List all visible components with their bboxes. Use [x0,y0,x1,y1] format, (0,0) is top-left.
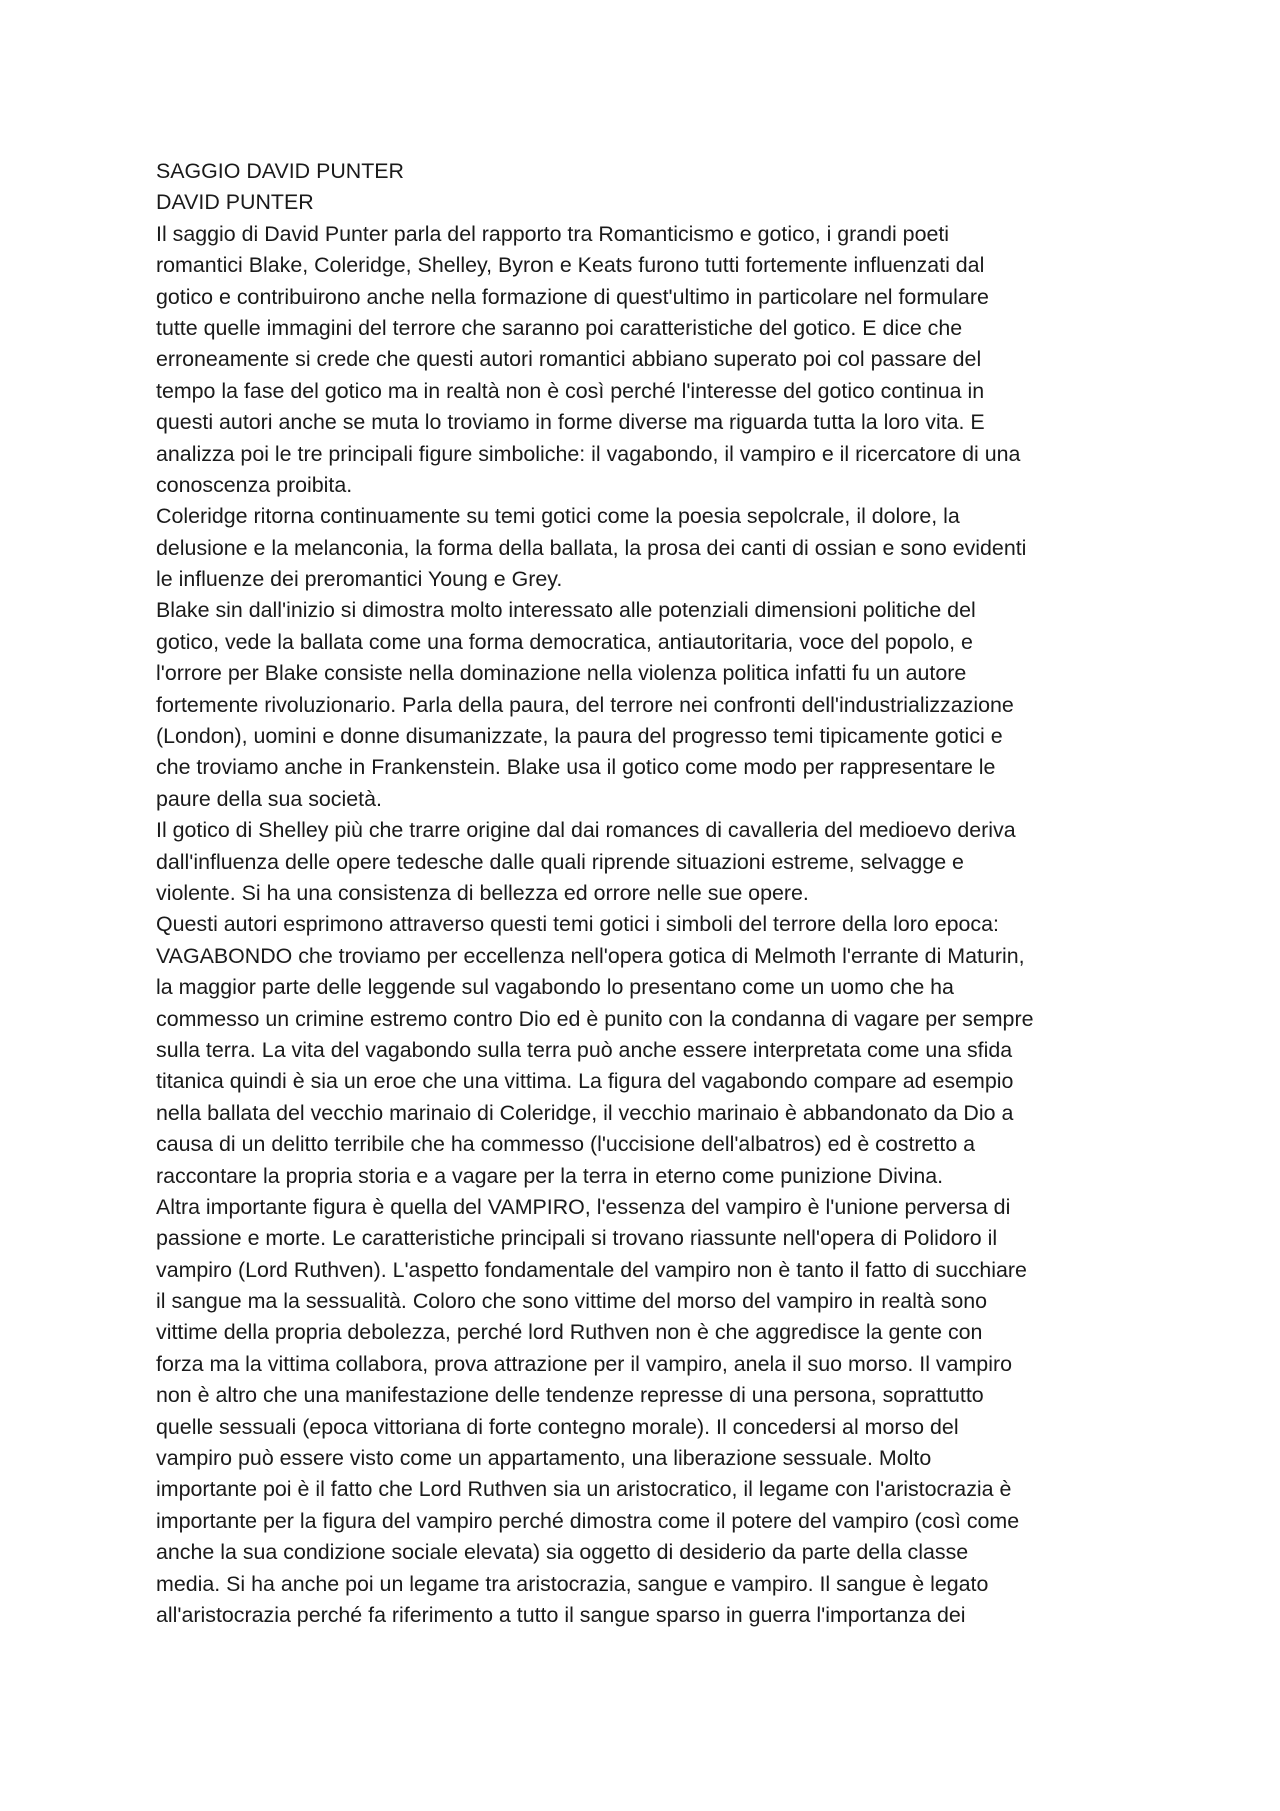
text-line: all'aristocrazia perché fa riferimento a tutto il sangue sparso in guerra l'importanza dei [156,1602,966,1627]
document-title: SAGGIO DAVID PUNTER [156,159,405,183]
text-line: quelle sessuali (epoca vittoriana di forte contegno morale). Il concedersi al morso del [156,1414,959,1439]
text-line: raccontare la propria storia e a vagare per la terra in eterno come punizione Divina. [156,1163,944,1188]
text-line: violente. Si ha una consistenza di bellezza ed orrore nelle sue opere. [156,880,809,905]
text-line: anche la sua condizione sociale elevata) sia oggetto di desiderio da parte della classe [156,1540,969,1565]
text-line: vampiro può essere visto come un appartamento, una liberazione sessuale. Molto [156,1446,932,1471]
text-line: la maggior parte delle leggende sul vagabondo lo presentano come un uomo che ha [156,975,954,1000]
text-line: le influenze dei preromantici Young e Grey. [156,567,563,592]
text-line: Coleridge ritorna continuamente su temi gotici come la poesia sepolcrale, il dolore, la [156,504,960,529]
text-line: VAGABONDO che troviamo per eccellenza nell'opera gotica di Melmoth l'errante di Maturin, [156,943,1025,968]
text-line: passione e morte. Le caratteristiche principali si trovano riassunte nell'opera di Polidoro il [156,1226,998,1251]
text-line: causa di un delitto terribile che ha commesso (l'uccisione dell'albatros) ed è costretto a [156,1132,976,1157]
text-line: gotico, vede la ballata come una forma democratica, antiautoritaria, voce del popolo, e [156,629,973,654]
text-line: romantici Blake, Coleridge, Shelley, Byron e Keats furono tutti fortemente influenzati dal [156,253,985,278]
text-line: forza ma la vittima collabora, prova attrazione per il vampiro, anela il suo morso. Il vampiro [156,1351,1012,1376]
text-line: tutte quelle immagini del terrore che saranno poi caratteristiche del gotico. E dice che [156,315,963,340]
text-line: conoscenza proibita. [156,472,353,497]
text-line: Il saggio di David Punter parla del rapporto tra Romanticismo e gotico, i grandi poeti [156,221,950,246]
text-line: commesso un crimine estremo contro Dio ed è punito con la condanna di vagare per sempre [156,1006,1034,1031]
document-subtitle: DAVID PUNTER [156,190,314,215]
text-line: vittime della propria debolezza, perché lord Ruthven non è che aggredisce la gente con [156,1320,983,1345]
text-line: fortemente rivoluzionario. Parla della paura, del terrore nei confronti dell'industrializzazione [156,692,1014,717]
text-line: nella ballata del vecchio marinaio di Coleridge, il vecchio marinaio è abbandonato da Dio a [156,1100,1014,1125]
text-line: Blake sin dall'inizio si dimostra molto interessato alle potenziali dimensioni politiche del [156,598,976,623]
text-line: paure della sua società. [156,786,382,811]
text-line: l'orrore per Blake consiste nella dominazione nella violenza politica infatti fu un autore [156,661,967,686]
text-line: vampiro (Lord Ruthven). L'aspetto fondamentale del vampiro non è tanto il fatto di succhiare [156,1257,1027,1282]
text-line: che troviamo anche in Frankenstein. Blake usa il gotico come modo per rappresentare le [156,755,996,780]
text-line: titanica quindi è sia un eroe che una vittima. La figura del vagabondo compare ad esempio [156,1069,1014,1094]
text-line: media. Si ha anche poi un legame tra aristocrazia, sangue e vampiro. Il sangue è legato [156,1571,989,1596]
text-line: importante poi è il fatto che Lord Ruthven sia un aristocratico, il legame con l'aristocrazia è [156,1477,1012,1502]
text-line: Questi autori esprimono attraverso questi temi gotici i simboli del terrore della loro epoca: [156,912,999,937]
text-line: Altra importante figura è quella del VAMPIRO, l'essenza del vampiro è l'unione perversa di [156,1194,1011,1219]
text-line: sulla terra. La vita del vagabondo sulla terra può anche essere interpretata come una sfida [156,1037,1013,1062]
text-line: delusione e la melanconia, la forma della ballata, la prosa dei canti di ossian e sono evidenti [156,535,1027,560]
text-line: gotico e contribuirono anche nella formazione di quest'ultimo in particolare nel formulare [156,284,989,309]
text-line: questi autori anche se muta lo troviamo in forme diverse ma riguarda tutta la loro vita. E [156,410,985,435]
text-line: il sangue ma la sessualità. Coloro che sono vittime del morso del vampiro in realtà sono [156,1289,988,1314]
text-line: analizza poi le tre principali figure simboliche: il vagabondo, il vampiro e il ricercatore di una [156,441,1021,466]
text-line: importante per la figura del vampiro perché dimostra come il potere del vampiro (così come [156,1508,1020,1533]
text-line: Il gotico di Shelley più che trarre origine dal dai romances di cavalleria del medioevo deriva [156,818,1016,843]
text-line: (London), uomini e donne disumanizzate, la paura del progresso temi tipicamente gotici e [156,724,1003,749]
text-line: dall'influenza delle opere tedesche dalle quali riprende situazioni estreme, selvagge e [156,849,964,874]
text-line: tempo la fase del gotico ma in realtà non è così perché l'interesse del gotico continua in [156,378,985,403]
text-line: erroneamente si crede che questi autori romantici abbiano superato poi col passare del [156,347,982,372]
document-lines [156,219,1136,1632]
document-body [156,156,1136,1631]
text-line: non è altro che una manifestazione delle tendenze represse di una persona, soprattutto [156,1383,984,1408]
